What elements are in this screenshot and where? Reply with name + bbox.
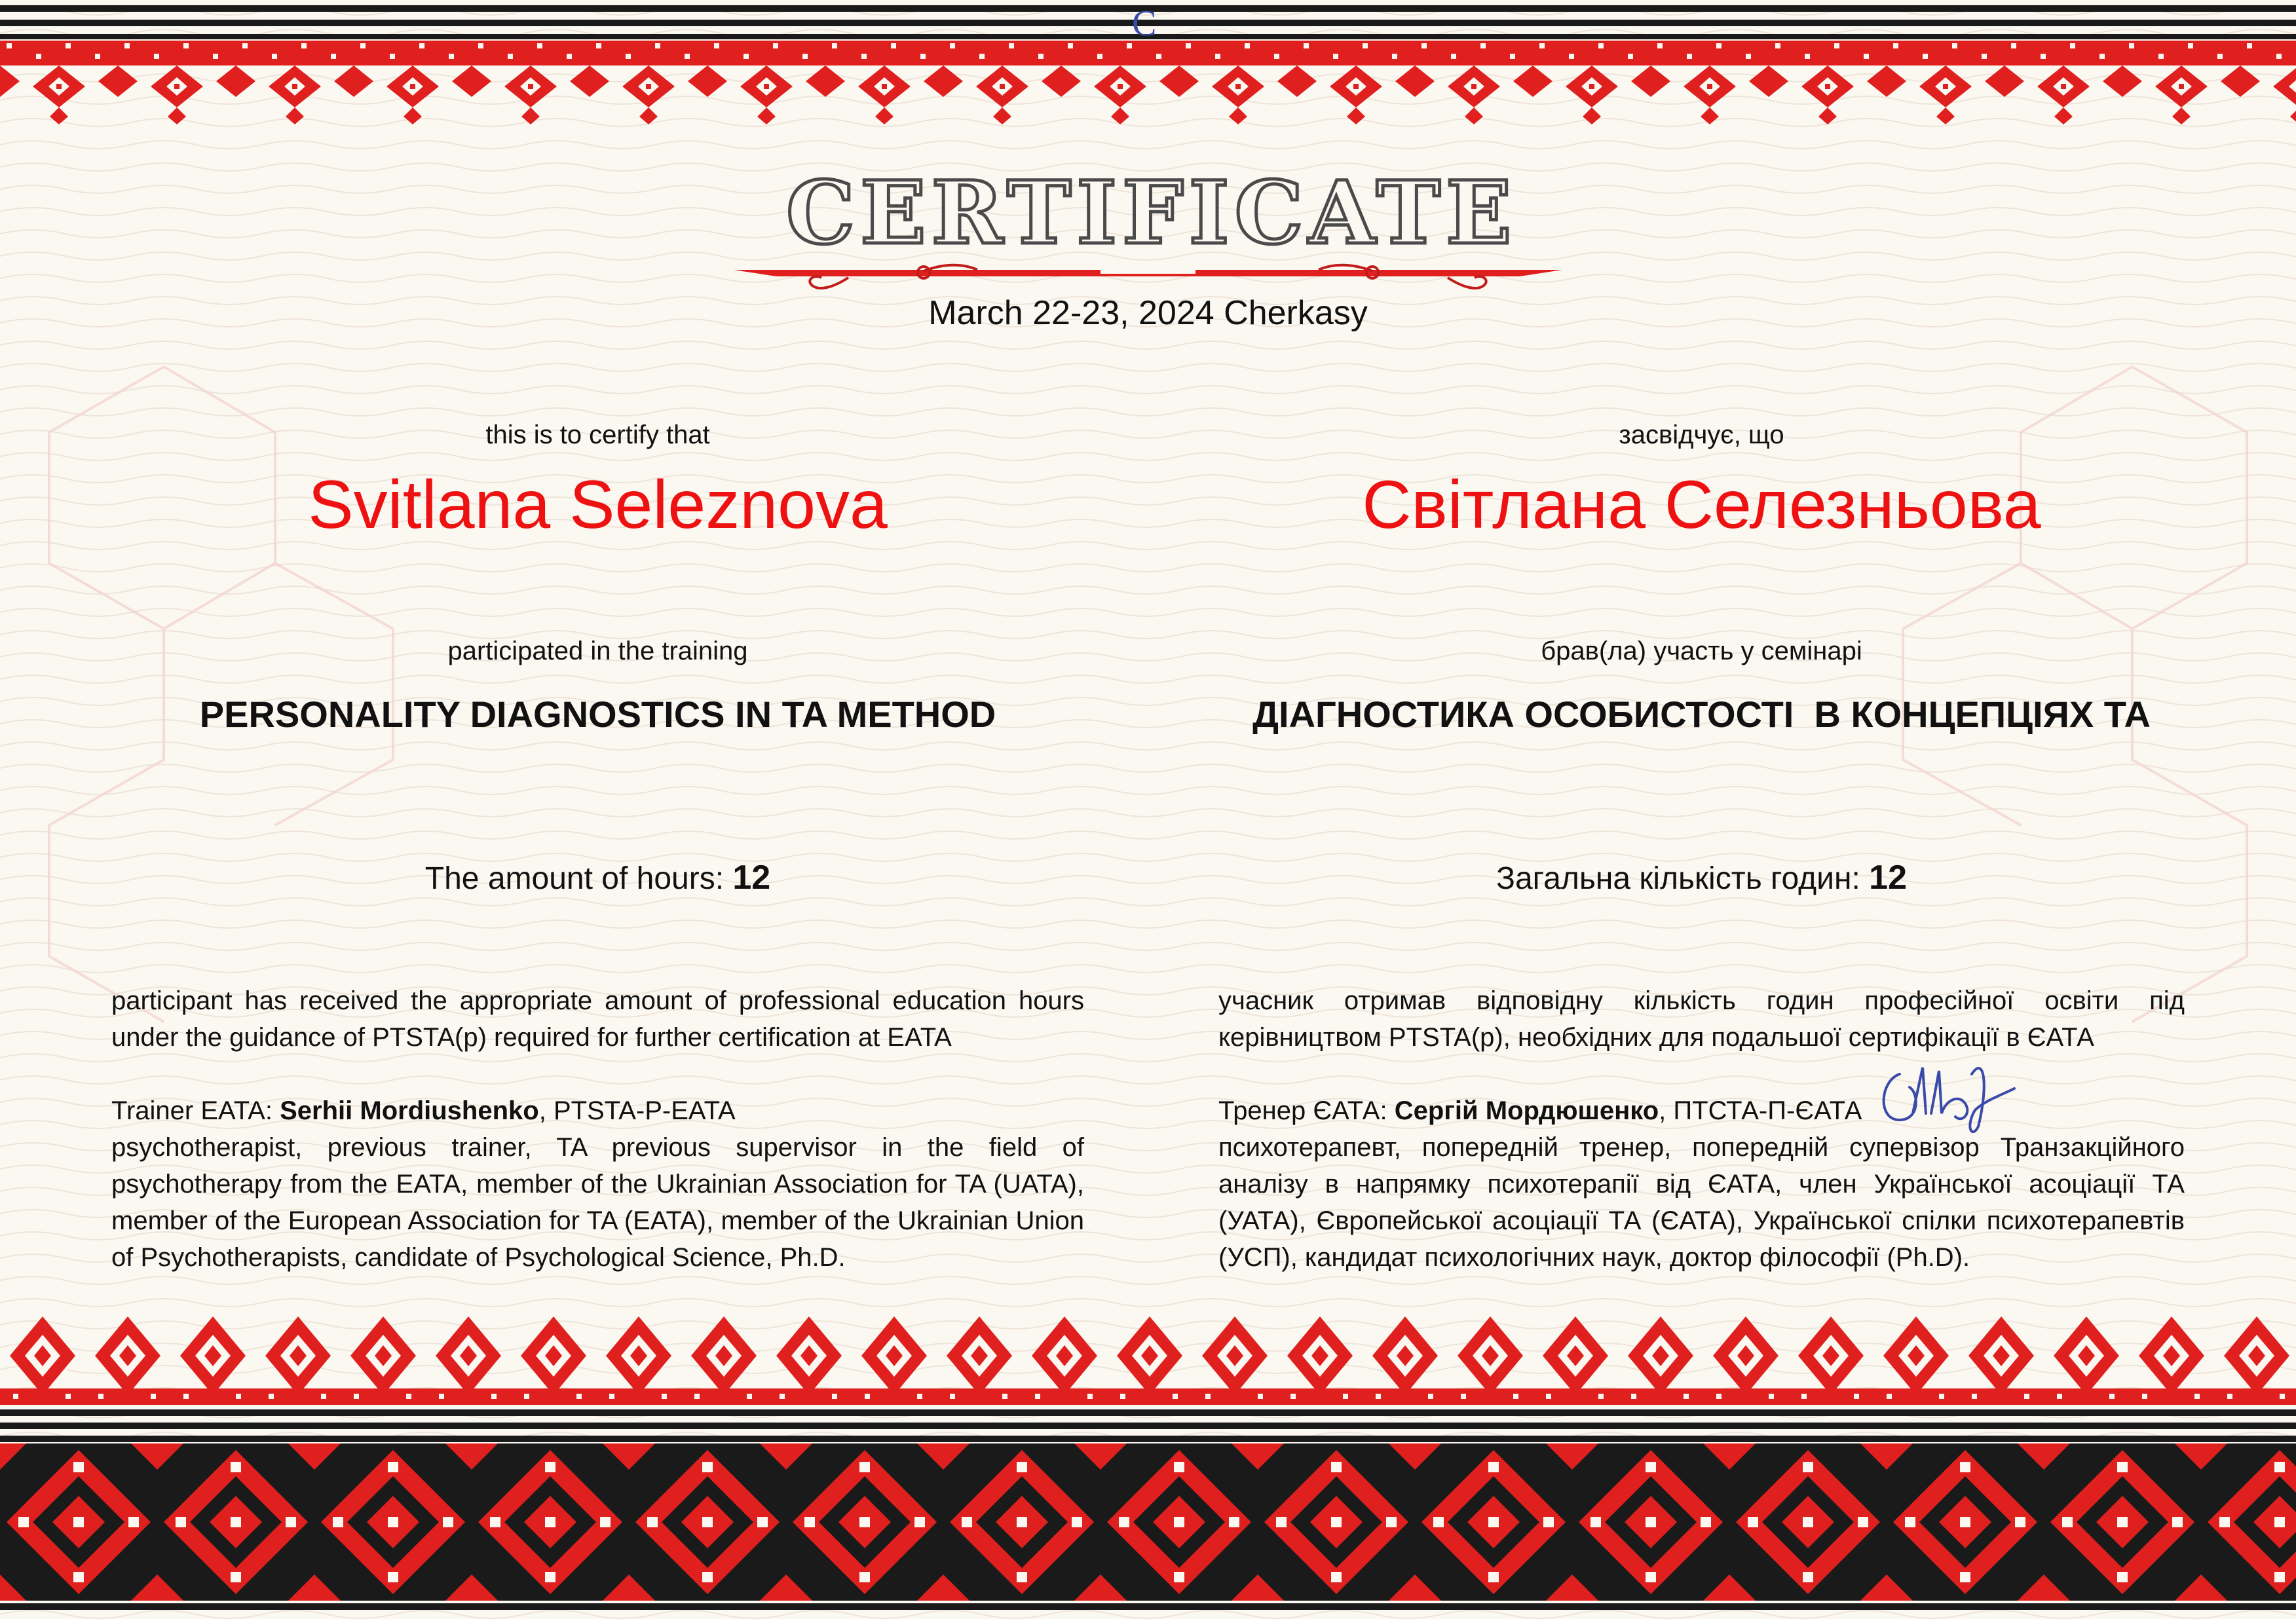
certificate-title: CERTIFICATE xyxy=(786,162,1517,264)
trainer-signature xyxy=(1873,1048,2018,1140)
hours-label-en: The amount of hours: xyxy=(424,861,725,896)
trainer-suffix-en: , PTSTA-P-EATA xyxy=(538,1096,736,1125)
top-embroidery-border xyxy=(0,41,2296,126)
trainer-prefix-en: Trainer EATA: xyxy=(111,1096,273,1125)
hours-en xyxy=(111,858,1084,897)
top-mark: C xyxy=(1132,3,1157,44)
date-place: March 22-23, 2024 Cherkasy xyxy=(928,294,1368,332)
course-title-uk: ДІАГНОСТИКА ОСОБИСТОСТІ В КОНЦЕПЦІЯХ ТА xyxy=(1252,694,2151,735)
title-ornament xyxy=(734,257,1562,296)
trainer-bio-en: psychotherapist, previous trainer, TA previous supervisor in the field of psychotherapy from the EATA, member of the Ukrainian Association for TA (UATA), member of the European Association for TA (EATA), member of the Ukrainian Union of Psychotherapists, candidate of Psychological Science, Ph.D. xyxy=(111,1133,1084,1272)
education-paragraph-uk: учасник отримав відповідну кількість годин професійної освіти під керівництвом PTSTA(p), необхідних для подальшої сертифікації в ЄАТА xyxy=(1218,986,2185,1052)
participated-label-en: participated in the training xyxy=(447,637,748,665)
participated-label-uk: брав(ла) участь у семінарі xyxy=(1541,637,1862,665)
bottom-border-stripe xyxy=(0,1409,2296,1416)
trainer-prefix-uk: Тренер ЄАТА: xyxy=(1218,1096,1387,1125)
certify-label-uk: засвідчує, що xyxy=(1619,420,1784,449)
trainer-line-en xyxy=(111,1092,1084,1129)
education-paragraph-en: participant has received the appropriate amount of professional education hours under the guidance of PTSTA(p) required for further certification at EATA xyxy=(111,986,1084,1052)
lower-embroidery-row xyxy=(0,1310,2296,1405)
bottom-border-stripe xyxy=(0,1436,2296,1442)
course-title-en: PERSONALITY DIAGNOSTICS IN TA METHOD xyxy=(199,694,996,735)
hours-label-uk: Загальна кількість годин: xyxy=(1496,861,1860,896)
bottom-border-stripe xyxy=(0,1423,2296,1429)
trainer-suffix-uk: , ПТСТА-П-ЄАТА xyxy=(1659,1096,1862,1125)
trainer-name-en: Serhii Mordiushenko xyxy=(280,1096,539,1125)
bottom-border-stripe xyxy=(0,1603,2296,1610)
hours-uk xyxy=(1218,858,2185,897)
recipient-name-en: Svitlana Seleznova xyxy=(308,467,888,543)
certify-label-en: this is to certify that xyxy=(485,420,710,449)
hours-value-en: 12 xyxy=(732,859,771,897)
bottom-embroidery-border xyxy=(0,1443,2296,1601)
recipient-name-uk: Світлана Селезньова xyxy=(1362,467,2041,543)
trainer-name-uk: Сергій Мордюшенко xyxy=(1394,1096,1659,1125)
trainer-bio-uk: психотерапевт, попередній тренер, попередній супервізор Транзакційного аналізу в напрямку психотерапії від ЄАТА, член Української асоціації ТА (УАТА), Європейської асоціації ТА (ЄАТА), Української спілки психотерапевтів (УСП), кандидат психологічних наук, доктор філософії (Ph.D). xyxy=(1218,1133,2185,1272)
hours-value-uk: 12 xyxy=(1869,859,1907,897)
trainer-line-uk xyxy=(1218,1092,2185,1129)
